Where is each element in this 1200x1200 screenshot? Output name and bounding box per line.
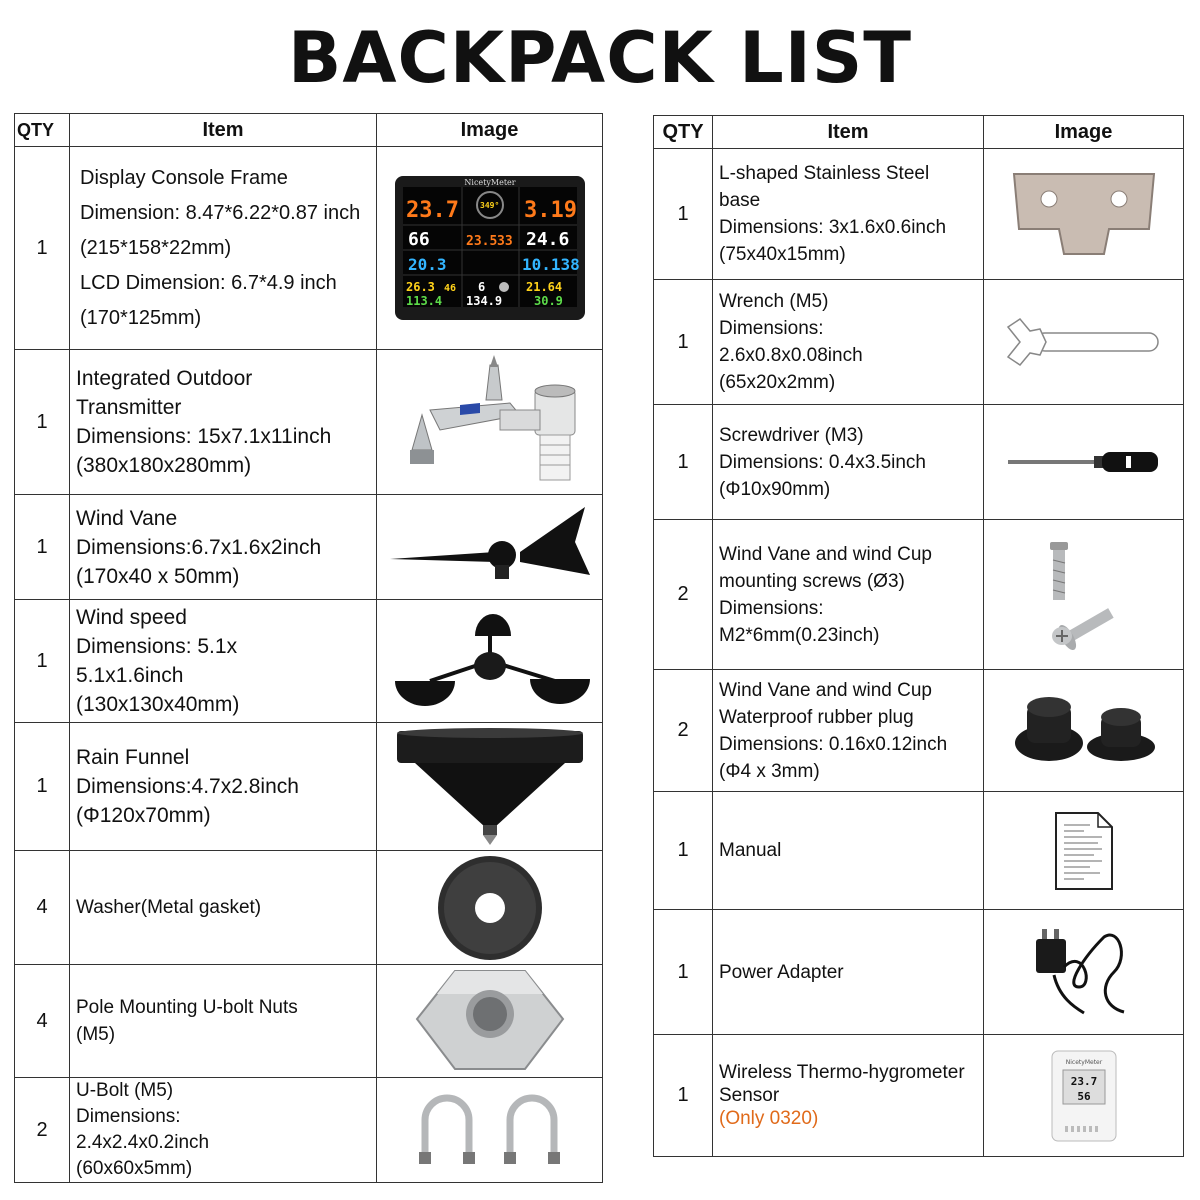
left-header-row	[15, 114, 603, 147]
item-line: Transmitter	[76, 396, 182, 419]
right-header-row	[654, 116, 1184, 149]
item-cell	[70, 495, 377, 600]
item-line: Dimension: 8.47*6.22*0.87 inch	[80, 201, 361, 224]
qty-cell: 1	[15, 147, 70, 350]
image-header: Image	[377, 114, 603, 147]
table-row	[654, 405, 1184, 520]
table-row	[15, 1078, 603, 1183]
qty-cell: 1	[15, 350, 70, 495]
image-cell	[984, 405, 1184, 520]
table-row	[654, 670, 1184, 792]
item-cell	[713, 670, 984, 792]
image-cell	[984, 1035, 1184, 1157]
item-line: Dimensions:	[76, 1106, 181, 1127]
item-cell	[713, 520, 984, 670]
item-line: Wind Vane and wind Cup	[719, 543, 932, 565]
manual-image	[1054, 811, 1114, 891]
sensor-brand: NicetyMeter	[1065, 1058, 1102, 1066]
item-line: Sensor	[719, 1085, 780, 1106]
image-cell	[377, 723, 603, 851]
table-row	[654, 910, 1184, 1035]
console-reading: 66	[407, 229, 430, 250]
wind-vane-image	[390, 507, 590, 587]
item-cell	[70, 350, 377, 495]
item-line: mounting screws (Ø3)	[719, 570, 905, 592]
item-line: M2*6mm(0.23inch)	[719, 624, 880, 646]
item-line: (Φ120x70mm)	[76, 804, 211, 827]
item-line: (60x60x5mm)	[76, 1158, 193, 1179]
outdoor-transmitter-image	[400, 355, 580, 490]
screwdriver-image	[1006, 447, 1161, 477]
sensor-reading: 56	[1076, 1089, 1091, 1103]
item-header: Item	[713, 116, 984, 149]
item-cell	[713, 1035, 984, 1157]
hex-nut-image	[415, 969, 565, 1074]
washer-image	[435, 853, 545, 963]
image-cell	[377, 1078, 603, 1183]
image-cell	[984, 280, 1184, 405]
table-row	[654, 280, 1184, 405]
item-line: Integrated Outdoor	[76, 367, 253, 390]
left-backpack-table	[14, 113, 603, 1183]
table-row	[15, 147, 603, 350]
table-row	[15, 600, 603, 723]
console-reading: 30.9	[533, 294, 563, 308]
wind-speed-cups-image	[390, 611, 590, 711]
image-cell	[984, 792, 1184, 910]
display-console-image	[394, 175, 586, 321]
item-cell	[713, 792, 984, 910]
item-line: Dimensions: 15x7.1x11inch	[76, 425, 332, 448]
console-reading: 349°	[479, 201, 499, 210]
item-line: Wind speed	[76, 606, 187, 629]
console-reading: 113.4	[405, 294, 442, 308]
console-reading: 46	[443, 283, 456, 294]
item-line: (75x40x15mm)	[719, 244, 846, 265]
item-cell	[70, 600, 377, 723]
item-line: (65x20x2mm)	[719, 372, 836, 393]
table-row	[654, 149, 1184, 280]
item-line: (130x130x40mm)	[76, 693, 240, 716]
wrench-image	[1006, 317, 1161, 367]
console-brand: NicetyMeter	[463, 178, 516, 187]
table-row	[15, 965, 603, 1078]
qty-cell: 1	[654, 792, 713, 910]
item-cell	[713, 405, 984, 520]
item-line: Waterproof rubber plug	[719, 706, 914, 728]
item-line: 2.4x2.4x0.2inch	[76, 1132, 210, 1153]
item-line: Pole Mounting U-bolt Nuts	[76, 997, 298, 1018]
item-cell	[713, 910, 984, 1035]
item-cell	[713, 149, 984, 280]
image-cell	[377, 147, 603, 350]
item-line: L-shaped Stainless Steel	[719, 163, 930, 184]
item-line: (Φ4 x 3mm)	[719, 760, 820, 782]
item-line: (M5)	[76, 1024, 116, 1045]
console-reading: 10.138	[521, 255, 580, 274]
item-header: Item	[70, 114, 377, 147]
power-adapter-image	[1034, 927, 1134, 1017]
table-row	[654, 792, 1184, 910]
item-line: (170*125mm)	[80, 306, 202, 329]
image-cell	[984, 520, 1184, 670]
table-row	[15, 851, 603, 965]
table-row	[15, 495, 603, 600]
qty-cell: 2	[654, 670, 713, 792]
image-cell	[984, 149, 1184, 280]
image-header: Image	[984, 116, 1184, 149]
console-reading: 6	[477, 280, 485, 294]
image-cell	[377, 350, 603, 495]
item-line: Dimensions:	[719, 318, 824, 339]
image-cell	[377, 851, 603, 965]
item-line: (215*158*22mm)	[80, 236, 232, 259]
item-line: Rain Funnel	[76, 746, 190, 769]
item-line: Dimensions: 0.16x0.12inch	[719, 733, 948, 755]
item-line: Dimensions: 0.4x3.5inch	[719, 451, 926, 473]
steel-base-image	[1009, 169, 1159, 259]
item-cell	[70, 851, 377, 965]
thermo-hygrometer-sensor-image	[1051, 1050, 1117, 1142]
qty-cell: 1	[654, 1035, 713, 1157]
table-row	[654, 520, 1184, 670]
page-title: BACKPACK LIST	[288, 17, 912, 99]
qty-cell: 1	[15, 600, 70, 723]
item-cell	[70, 723, 377, 851]
sensor-reading: 23.7	[1070, 1074, 1097, 1088]
item-line: U-Bolt (M5)	[76, 1080, 174, 1101]
qty-cell: 4	[15, 965, 70, 1078]
qty-cell: 1	[15, 723, 70, 851]
console-reading: 24.6	[525, 229, 569, 250]
qty-cell: 1	[654, 280, 713, 405]
qty-cell: 1	[654, 910, 713, 1035]
item-line: Manual	[719, 840, 782, 861]
item-cell	[70, 965, 377, 1078]
qty-cell: 1	[654, 149, 713, 280]
image-cell	[984, 670, 1184, 792]
right-backpack-table	[653, 115, 1184, 1157]
console-reading: 26.3	[405, 280, 435, 294]
item-line: (380x180x280mm)	[76, 454, 252, 477]
table-row	[15, 723, 603, 851]
u-bolt-image	[410, 1090, 570, 1170]
item-line: Wind Vane and wind Cup	[719, 679, 932, 701]
item-line: Wind Vane	[76, 506, 178, 530]
item-line: base	[719, 190, 761, 211]
image-cell	[377, 965, 603, 1078]
item-line: 2.6x0.8x0.08inch	[719, 345, 863, 366]
console-reading: 21.64	[525, 280, 562, 294]
qty-cell: 1	[654, 405, 713, 520]
console-reading: 33	[496, 234, 513, 249]
qty-header: QTY	[15, 114, 70, 147]
item-cell	[713, 280, 984, 405]
item-line: Dimensions:	[719, 597, 824, 619]
item-line: (Φ10x90mm)	[719, 478, 831, 500]
item-line: Dimensions:6.7x1.6x2inch	[76, 535, 322, 559]
screws-image	[1034, 540, 1134, 650]
item-line: 5.1x1.6inch	[76, 664, 184, 687]
qty-cell: 1	[15, 495, 70, 600]
rubber-plug-image	[1009, 691, 1159, 771]
table-row	[15, 350, 603, 495]
qty-cell: 2	[15, 1078, 70, 1183]
image-cell	[984, 910, 1184, 1035]
console-reading: 134.9	[465, 294, 502, 308]
image-cell	[377, 600, 603, 723]
rain-funnel-image	[395, 727, 585, 847]
item-line: Wireless Thermo-hygrometer	[719, 1062, 965, 1083]
item-line: Display Console Frame	[80, 166, 288, 189]
table-row	[654, 1035, 1184, 1157]
item-cell	[70, 147, 377, 350]
item-line: Power Adapter	[719, 961, 844, 983]
item-line: Dimensions:4.7x2.8inch	[76, 775, 299, 798]
item-line: Washer(Metal gasket)	[76, 897, 262, 918]
qty-cell: 2	[654, 520, 713, 670]
item-line: Wrench (M5)	[719, 291, 829, 312]
item-line: (170x40 x 50mm)	[76, 564, 240, 588]
console-reading: 23.7	[405, 198, 459, 223]
console-reading: 3.19	[523, 198, 577, 223]
qty-cell: 4	[15, 851, 70, 965]
console-reading: 23.5	[465, 234, 497, 249]
item-line: LCD Dimension: 6.7*4.9 inch	[80, 271, 337, 294]
item-cell	[70, 1078, 377, 1183]
image-cell	[377, 495, 603, 600]
item-note: (Only 0320)	[719, 1108, 819, 1129]
item-line: Dimensions: 3x1.6x0.6inch	[719, 217, 947, 238]
item-line: Dimensions: 5.1x	[76, 635, 238, 658]
console-reading: 20.3	[407, 255, 447, 274]
qty-header: QTY	[654, 116, 713, 149]
item-line: Screwdriver (M3)	[719, 424, 864, 446]
